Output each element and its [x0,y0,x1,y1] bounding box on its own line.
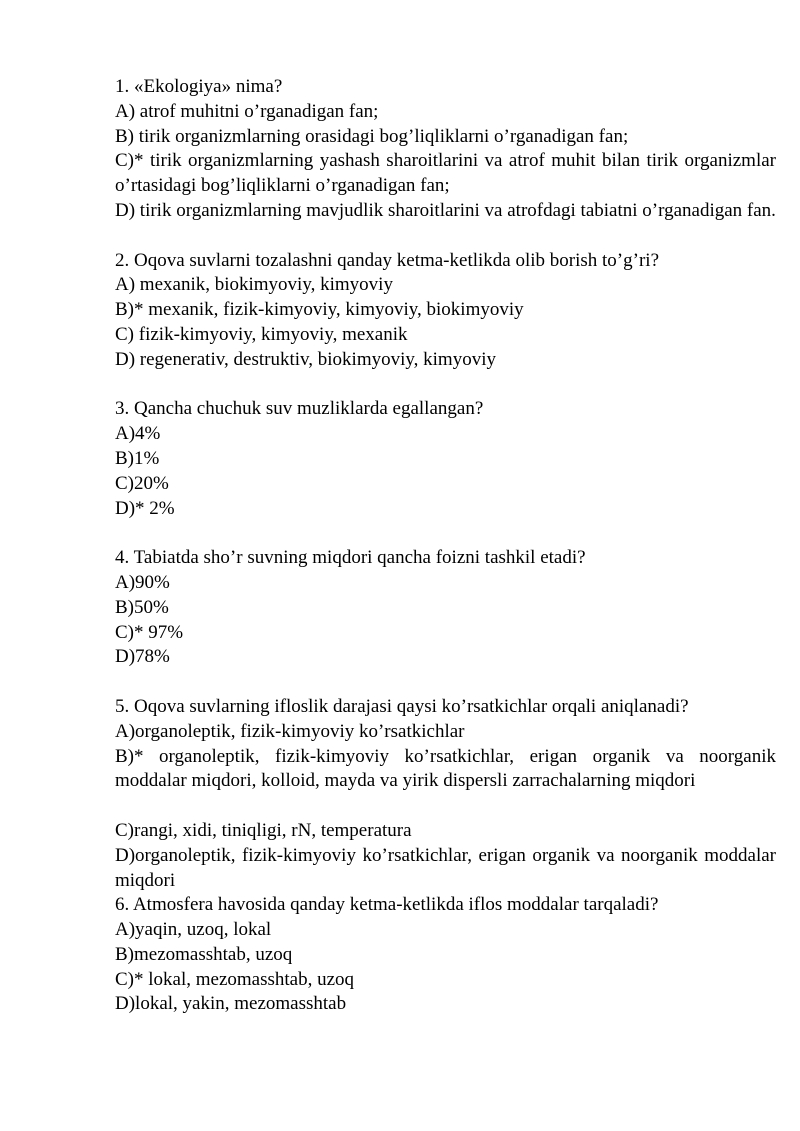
answer-option: D) regenerativ, destruktiv, biokimyoviy, kimyoviy [115,348,496,370]
answer-option: C)20% [115,472,169,494]
question-5 [115,695,776,893]
question-text: 1. «Ekologiya» nima? [115,76,283,97]
answer-option: A)4% [115,423,161,445]
answer-option: A) mexanik, biokimyoviy, kimyoviy [115,274,393,296]
question-text: 3. Qancha chuchuk suv muzliklarda egallangan? [115,398,484,420]
answer-option-correct: C)* 97% [115,621,184,643]
spacer [115,373,776,398]
answer-option: D)organoleptik, fizik-kimyoviy ko’rsatkichlar, erigan organik va noorganik moddalar miqdori [115,844,776,891]
question-4 [115,546,776,670]
spacer [115,670,776,695]
test-document [115,75,776,1017]
answer-option: A)yaqin, uzoq, lokal [115,919,272,941]
answer-option-correct: B)* mexanik, fizik-kimyoviy, kimyoviy, biokimyoviy [115,299,524,321]
question-text: 2. Oqova suvlarni tozalashni qanday ketma-ketlikda olib borish to’g’ri? [115,249,659,271]
answer-option: D)78% [115,646,170,668]
answer-option: A) atrof muhitni o’rganadigan fan; [115,100,379,122]
question-text: 5. Oqova suvlarning ifloslik darajasi qaysi ko’rsatkichlar orqali aniqlanadi? [115,695,689,717]
answer-option: B)1% [115,447,160,469]
answer-option: D)lokal, yakin, mezomasshtab [115,993,347,1015]
answer-option: C) fizik-kimyoviy, kimyoviy, mexanik [115,323,408,345]
spacer [115,224,776,249]
question-6 [115,893,776,1017]
answer-option-correct: C)* tirik organizmlarning yashash sharoitlarini va atrof muhit bilan tirik organizmlar o’rtasidagi bog’liqliklarni o’rganadigan fan; [115,150,776,197]
question-text: 6. Atmosfera havosida qanday ketma-ketlikda iflos moddalar tarqaladi? [115,894,659,916]
answer-option: B) tirik organizmlarning orasidagi bog’liqliklarni o’rganadigan fan; [115,125,629,147]
answer-option: C)rangi, xidi, tiniqligi, rN, temperatura [115,819,412,841]
answer-option: B)mezomasshtab, uzoq [115,943,293,965]
question-1 [115,75,776,224]
answer-option: A)organoleptik, fizik-kimyoviy ko’rsatkichlar [115,720,465,742]
answer-option-correct: D)* 2% [115,497,175,519]
answer-option-correct: C)* lokal, mezomasshtab, uzoq [115,968,355,990]
question-3 [115,397,776,521]
answer-option: D) tirik organizmlarning mavjudlik sharoitlarini va atrofdagi tabiatni o’rganadigan fan. [115,199,776,221]
question-2 [115,249,776,373]
spacer [115,794,776,819]
spacer [115,521,776,546]
answer-option: A)90% [115,571,170,593]
question-text: 4. Tabiatda sho’r suvning miqdori qancha foizni tashkil etadi? [115,547,586,569]
answer-option: B)50% [115,596,169,618]
answer-option-correct: B)* organoleptik, fizik-kimyoviy ko’rsatkichlar, erigan organik va noorganik moddalar miqdori, kolloid, mayda va yirik dispersli zarrachalarning miqdori [115,745,776,792]
